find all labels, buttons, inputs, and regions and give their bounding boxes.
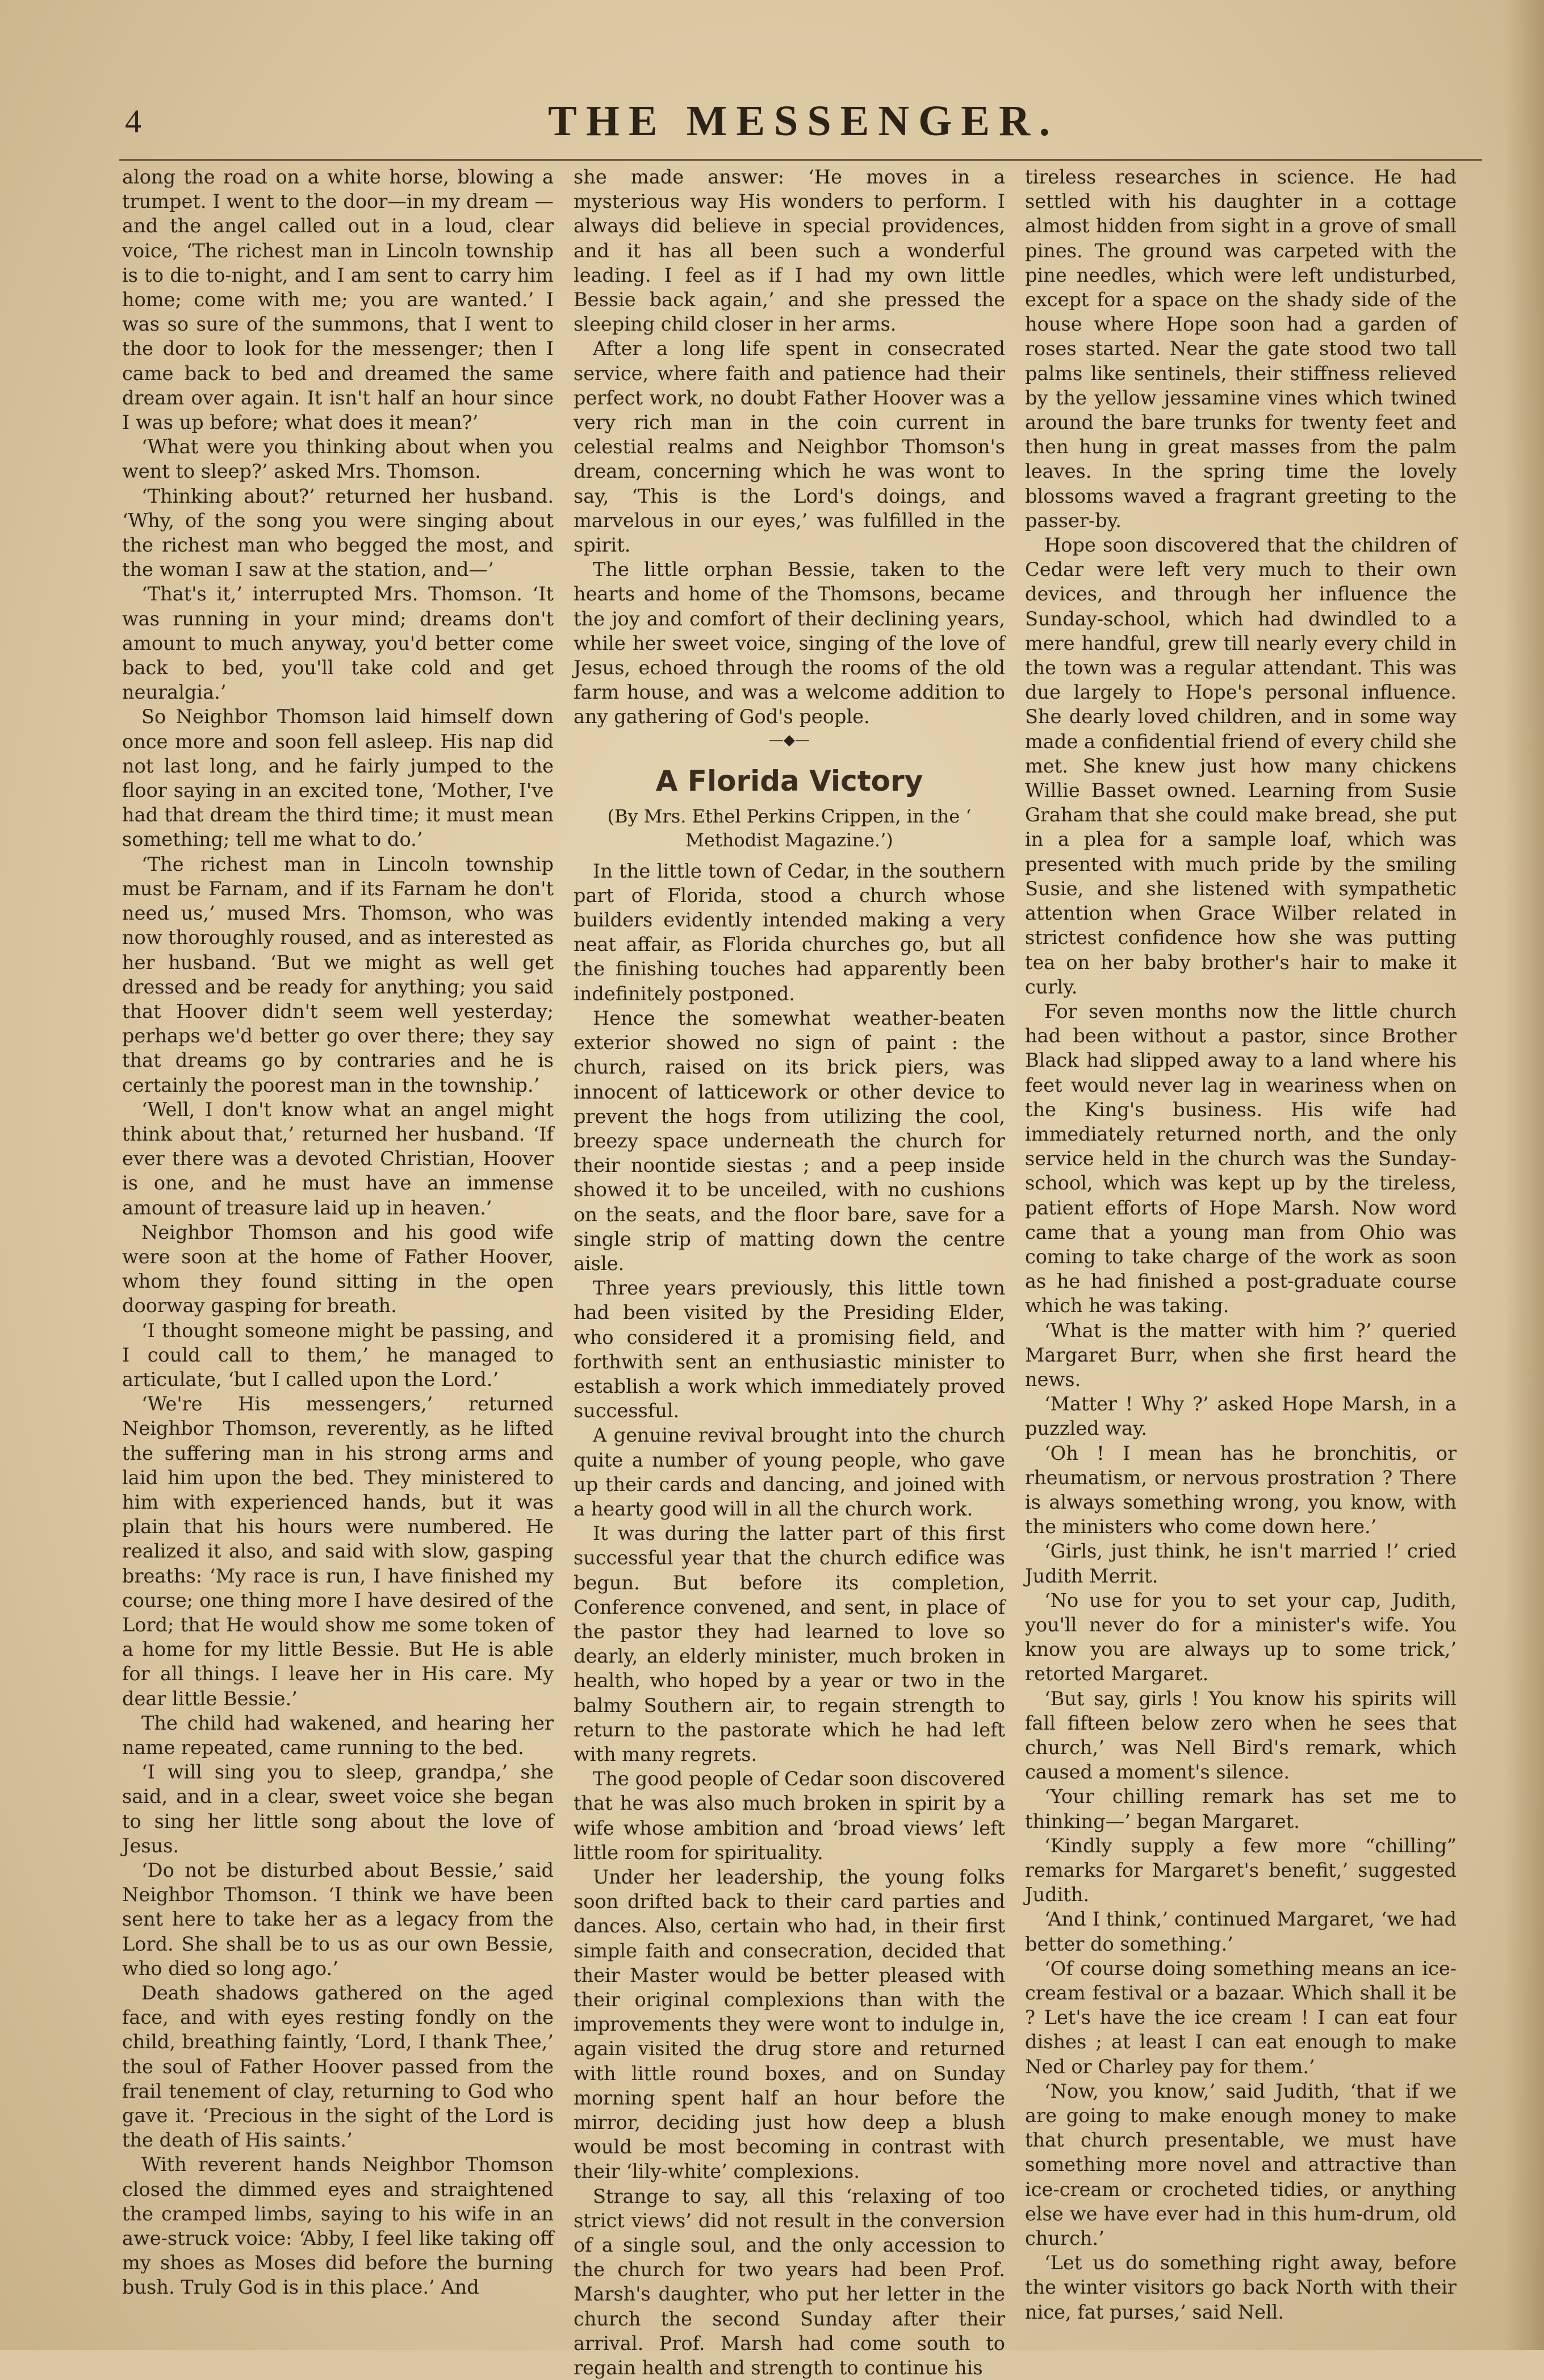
paragraph: Death shadows gathered on the aged face, and with eyes resting fondly on the child, breathing faintly, ‘Lord, I thank Thee,’ the soul of Father Hoover passed from the frail tenement of clay, returning to God who gave it. ‘Precious in the sight of the Lord is the death of His saints.’	[122, 1982, 554, 2152]
section-divider-ornament: —◆—	[769, 731, 810, 749]
paragraph: ‘What were you thinking about when you went to sleep?’ asked Mrs. Thomson.	[122, 436, 554, 483]
paragraph: ‘Let us do something right away, before the winter visitors go back North with their nice, fat purses,’ said Nell.	[1025, 2252, 1457, 2323]
paragraph: ‘We're His messengers,’ returned Neighbor Thomson, reverently, as he lifted the suffering man in his strong arms and laid him upon the bed. They ministered to him with experienced hands, but it was plain that his hours were numbered. He realized it also, and said with slow, gasping breaths: ‘My race is run, I have finished my course; one thing more I have desired of the Lord; that He would show me some token of a home for my little Bessie. But He is able for all things. I leave her in His care. My dear little Bessie.’	[122, 1393, 554, 1710]
paragraph: ‘Well, I don't know what an angel might think about that,’ returned her husband. ‘If ever there was a devoted Christian, Hoover is one, and he must have an immense amount of treasure laid up in heaven.’	[122, 1098, 554, 1219]
header-rule	[119, 159, 1482, 161]
masthead: THE MESSENGER.	[548, 97, 1059, 145]
page-number: 4	[125, 103, 141, 140]
paragraph: ‘Matter ! Why ?’ asked Hope Marsh, in a puzzled way.	[1025, 1393, 1457, 1440]
paragraph: ‘Oh ! I mean has he bronchitis, or rheumatism, or nervous prostration ? There is always something wrong, you know, with the ministers who come down here.’	[1025, 1442, 1457, 1538]
paragraph: ‘Girls, just think, he isn't married !’ cried Judith Merrit.	[1025, 1540, 1457, 1587]
paragraph: Under her leadership, the young folks soon drifted back to their card parties and dances. Also, certain who had, in their first simple faith and consecration, decided that their Master would be better pleased with their original complexions than with the improvements they were wont to indulge in, again visited the drug store and returned with little round boxes, and on Sunday morning spent half an hour before the mirror, deciding just how deep a blush would be most becoming in contrast with their ‘lily-white’ complexions.	[574, 1866, 1005, 2183]
paragraph: The child had wakened, and hearing her name repeated, came running to the bed.	[122, 1711, 554, 1759]
paragraph: ‘I thought someone might be passing, and I could call to them,’ he managed to articulate, ‘but I called upon the Lord.’	[122, 1319, 554, 1391]
paragraph: It was during the latter part of this first successful year that the church edifice was begun. But before its completion, Conference convened, and sent, in place of the pastor they had learned to love so dearly, an elderly minister, much broken in health, who hoped by a year or two in the balmy Southern air, to regain strength to return to the pastorate which he had left with many regrets.	[574, 1522, 1005, 1765]
paragraph: she made answer: ‘He moves in a mysterious way His wonders to perform. I always did believe in special providences, and it has all been such a wonderful leading. I feel as if I had my own little Bessie back again,’ and she pressed the sleeping child closer in her arms.	[574, 166, 1005, 336]
paragraph: ‘Of course doing something means an ice-cream festival or a bazaar. Which shall it be ? Let's have the ice cream ! I can eat four dishes ; at least I can eat enough to make Ned or Charley pay for them.’	[1025, 1957, 1457, 2078]
paragraph: With reverent hands Neighbor Thomson closed the dimmed eyes and straightened the cramped limbs, saying to his wife in an awe-struck voice: ‘Abby, I feel like taking off my shoes as Moses did before the burning bush. Truly God is in this place.’ And	[122, 2153, 554, 2299]
article-byline: (By Mrs. Ethel Perkins Crippen, in the ‘ Methodist Magazine.’)	[607, 805, 972, 851]
column-3	[1025, 165, 1457, 2323]
page-header	[125, 97, 1482, 159]
paragraph: In the little town of Cedar, in the southern part of Florida, stood a church whose builders evidently intended making a very neat affair, as Florida churches go, but all the finishing touches had apparently been indefinitely postponed.	[574, 859, 1005, 1005]
paragraph: ‘Now, you know,’ said Judith, ‘that if we are going to make enough money to make that church presentable, we must have something more novel and attractive than ice-cream or crocheted tidies, or anything else we have ever had in this hum-drum, old church.’	[1025, 2080, 1457, 2250]
paragraph: ‘Do not be disturbed about Bessie,’ said Neighbor Thomson. ‘I think we have been sent here to take her as a legacy from the Lord. She shall be to us as our own Bessie, who died so long ago.’	[122, 1859, 554, 1980]
page-edge-shadow	[1504, 0, 1544, 2350]
column-1	[122, 165, 554, 2299]
paragraph: ‘What is the matter with him ?’ queried Margaret Burr, when she first heard the news.	[1025, 1319, 1457, 1391]
paragraph: ‘And I think,’ continued Margaret, ‘we had better do something.’	[1025, 1908, 1457, 1955]
paragraph: ‘The richest man in Lincoln township must be Farnam, and if its Farnam he don't need us,’ mused Mrs. Thomson, who was now thoroughly roused, and as interested as her husband. ‘But we might as well get dressed and be ready for anything; you said that Hoover didn't seem well yesterday; perhaps we'd better go over there; they say that dreams go by contraries and he is certainly the poorest man in the township.’	[122, 853, 554, 1096]
paragraph: The good people of Cedar soon discovered that he was also much broken in spirit by a wife whose ambition and ‘broad views’ left little room for spirituality.	[574, 1768, 1005, 1864]
paragraph: Hope soon discovered that the children of Cedar were left very much to their own devices, and through her influence the Sunday-school, which had dwindled to a mere handful, grew till nearly every child in the town was a regular attendant. This was due largely to Hope's personal influence. She dearly loved children, and in some way made a confidential friend of every child she met. She knew just how many chickens Willie Basset owned. Learning from Susie Graham that she could make bread, she put in a plea for a sample loaf, which was presented with much pride by the smiling Susie, and she listened with sympathetic attention when Grace Wilber related in strictest confidence how she was putting tea on her baby brother's hair to make it curly.	[1025, 534, 1457, 998]
paragraph: ‘I will sing you to sleep, grandpa,’ she said, and in a clear, sweet voice she began to sing her little song about the love of Jesus.	[122, 1761, 554, 1857]
paragraph: ‘Your chilling remark has set me to thinking—’ began Margaret.	[1025, 1785, 1457, 1832]
paragraph: tireless researches in science. He had settled with his daughter in a cottage almost hidden from sight in a grove of small pines. The ground was carpeted with the pine needles, which were left undisturbed, except for a space on the shady side of the house where Hope soon had a garden of roses started. Near the gate stood two tall palms like sentinels, their stiffness relieved by the yellow jessamine vines which twined around the bare trunks for twenty feet and then hung in great masses from the palm leaves. In the spring time the lovely blossoms waved a fragrant greeting to the passer-by.	[1025, 166, 1457, 532]
paragraph: ‘No use for you to set your cap, Judith, you'll never do for a minister's wife. You know you are always up to some trick,’ retorted Margaret.	[1025, 1589, 1457, 1685]
paragraph: ‘Thinking about?’ returned her husband. ‘Why, of the song you were singing about the richest man who begged the most, and the woman I saw at the station, and—’	[122, 485, 554, 581]
paragraph: ‘But say, girls ! You know his spirits will fall fifteen below zero when he sees that church,’ was Nell Bird's remark, which caused a moment's silence.	[1025, 1687, 1457, 1784]
paragraph: Neighbor Thomson and his good wife were soon at the home of Father Hoover, whom they found sitting in the open doorway gasping for breath.	[122, 1221, 554, 1317]
paragraph: A genuine revival brought into the church quite a number of young people, who gave up their cards and dancing, and joined with a hearty good will in all the church work.	[574, 1424, 1005, 1520]
paragraph: Three years previously, this little town had been visited by the Presiding Elder, who considered it a promising field, and forthwith sent an enthusiastic minister to establish a work which immediately proved successful.	[574, 1277, 1005, 1422]
paragraph: So Neighbor Thomson laid himself down once more and soon fell asleep. His nap did not last long, and he fairly jumped to the floor saying in an excited tone, ‘Mother, I've had that dream the third time; it must mean something; tell me what to do.’	[122, 705, 554, 851]
article-title: A Florida Victory	[655, 764, 923, 797]
paragraph: After a long life spent in consecrated service, where faith and patience had their perfect work, no doubt Father Hoover was a very rich man in the coin current in celestial realms and Neighbor Thomson's dream, concerning which he was wont to say, ‘This is the Lord's doings, and marvelous in our eyes,’ was fulfilled in the spirit.	[574, 337, 1005, 557]
paragraph: For seven months now the little church had been without a pastor, since Brother Black had slipped away to a land where his feet would never lag in weariness when on the King's business. His wife had immediately returned north, and the only service held in the church was the Sunday-school, which was kept up by the tireless, patient efforts of Hope Marsh. Now word came that a young man from Ohio was coming to take charge of the work as soon as he had finished a post-graduate course which he was taking.	[1025, 1000, 1457, 1317]
paragraph: ‘Kindly supply a few more “chilling” remarks for Margaret's benefit,’ suggested Judith.	[1025, 1834, 1457, 1906]
paragraph: Hence the somewhat weather-beaten exterior showed no sign of paint : the church, raised on its brick piers, was innocent of latticework or other device to prevent the hogs from utilizing the cool, breezy space underneath the church for their noontide siestas ; and a peep inside showed it to be unceiled, with no cushions on the seats, and the floor bare, save for a single strip of matting down the centre aisle.	[574, 1007, 1005, 1275]
paragraph: ‘That's it,’ interrupted Mrs. Thomson. ‘It was running in your mind; dreams don't amount to much anyway, you'd better come back to bed, you'll take cold and get neuralgia.’	[122, 583, 554, 704]
column-2	[574, 165, 1005, 2379]
paragraph: along the road on a white horse, blowing a trumpet. I went to the door—in my dream —and the angel called out in a loud, clear voice, ‘The richest man in Lincoln township is to die to-night, and I am sent to carry him home; come with me; you are wanted.’ I was so sure of the summons, that I went to the door to look for the messenger; then I came back to bed and dreamed the same dream over again. It isn't half an hour since I was up before; what does it mean?’	[122, 166, 554, 434]
paragraph: The little orphan Bessie, taken to the hearts and home of the Thomsons, became the joy and comfort of their declining years, while her sweet voice, singing of the love of Jesus, echoed through the rooms of the old farm house, and was a welcome addition to any gathering of God's people.	[574, 558, 1005, 728]
paragraph: Strange to say, all this ‘relaxing of too strict views’ did not result in the conversion of a single soul, and the only accession to the church for two years had been Prof. Marsh's daughter, who put her letter in the church the second Sunday after their arrival. Prof. Marsh had come south to regain health and strength to continue his	[574, 2185, 1005, 2379]
